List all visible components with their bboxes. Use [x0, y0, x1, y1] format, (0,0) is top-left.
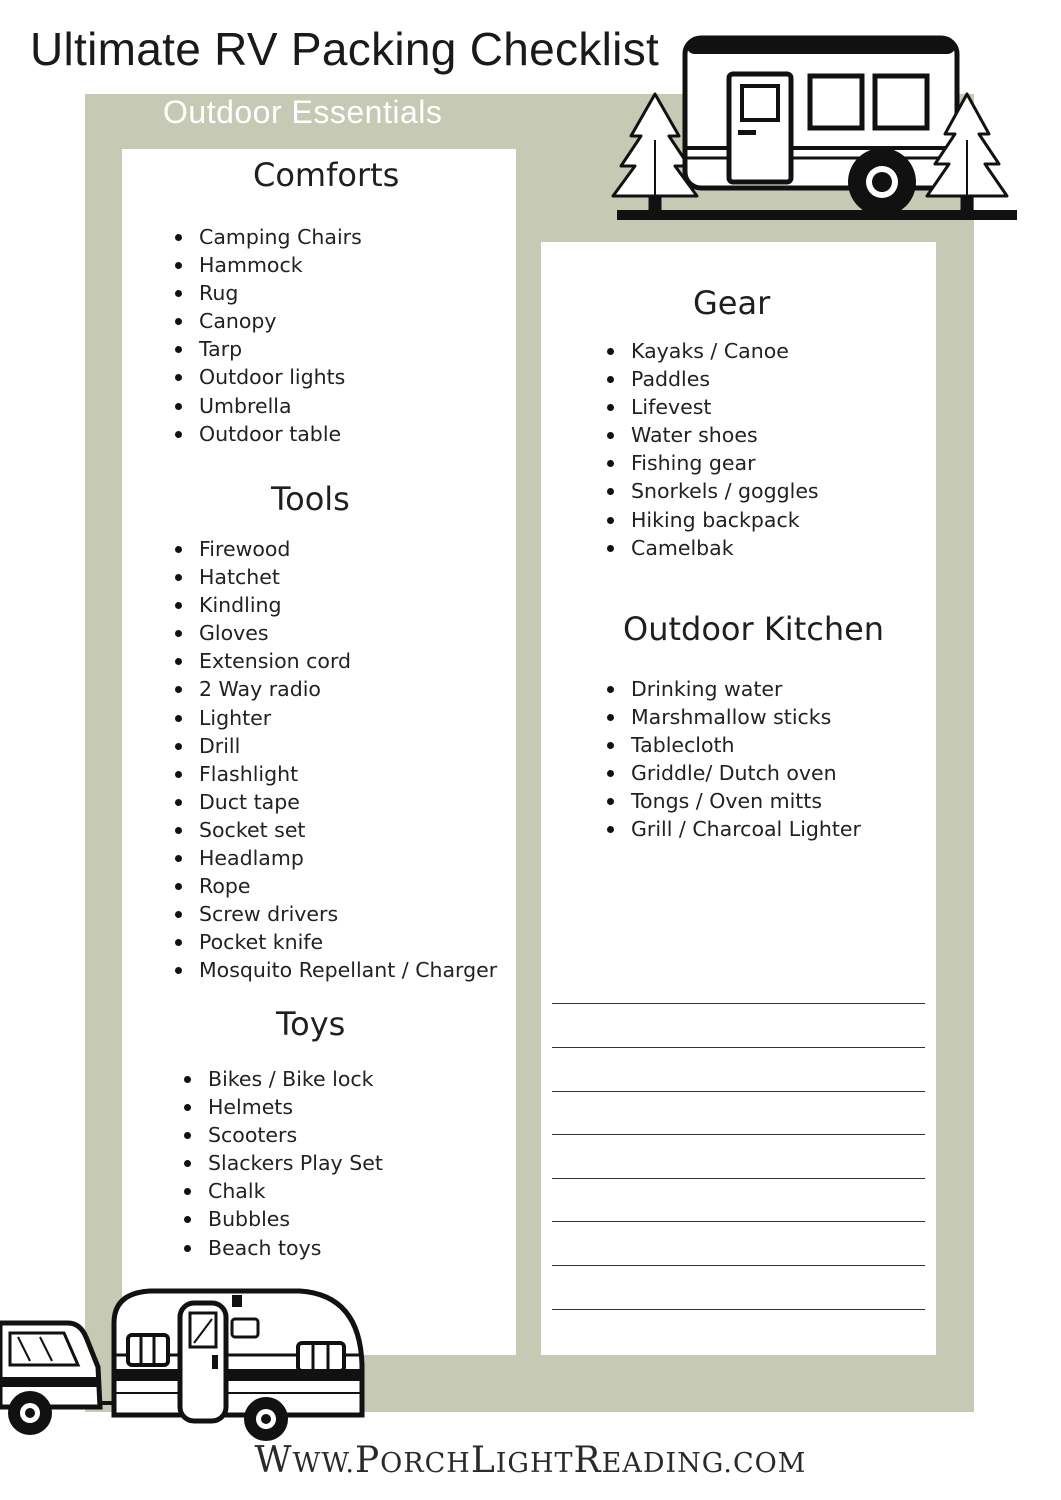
checklist-item: Duct tape — [175, 788, 497, 816]
checklist-item: Tarp — [175, 335, 362, 363]
checklist-item: Gloves — [175, 619, 497, 647]
checklist-item: Headlamp — [175, 844, 497, 872]
note-line — [552, 1221, 925, 1222]
kitchen-list — [607, 675, 861, 844]
checklist-item: Outdoor lights — [175, 363, 362, 391]
footer-r-rest: EADING — [601, 1448, 724, 1479]
checklist-item: Rug — [175, 279, 362, 307]
tools-title: Tools — [271, 480, 350, 518]
checklist-item: Pocket knife — [175, 928, 497, 956]
checklist-item: Paddles — [607, 365, 819, 393]
checklist-item: Firewood — [175, 535, 497, 563]
checklist-item: Bikes / Bike lock — [184, 1065, 383, 1093]
note-line — [552, 1047, 925, 1048]
checklist-item: 2 Way radio — [175, 675, 497, 703]
checklist-item: Camelbak — [607, 534, 819, 562]
checklist-item: Mosquito Repellant / Charger — [175, 956, 497, 984]
kitchen-title: Outdoor Kitchen — [623, 610, 885, 648]
footer-l-initial: L — [470, 1440, 496, 1481]
rv-trailer-with-trees-illustration — [605, 30, 1025, 230]
car-icon — [0, 1323, 120, 1435]
car-towing-camper-illustration — [0, 1285, 365, 1450]
panel-heading: Outdoor Essentials — [163, 94, 443, 130]
checklist-item: Canopy — [175, 307, 362, 335]
footer-w-initial: W — [254, 1440, 293, 1481]
toys-list — [184, 1065, 383, 1262]
checklist-item: Outdoor table — [175, 420, 362, 448]
vintage-camper-icon — [114, 1291, 362, 1441]
footer-dotcom: .COM — [723, 1448, 807, 1479]
note-line — [552, 1091, 925, 1092]
footer-p-initial: P — [354, 1440, 381, 1481]
checklist-item: Grill / Charcoal Lighter — [607, 815, 861, 843]
footer-p-rest: ORCH — [380, 1448, 471, 1479]
checklist-item: Marshmallow sticks — [607, 703, 861, 731]
toys-title: Toys — [276, 1005, 346, 1043]
checklist-item: Flashlight — [175, 760, 497, 788]
checklist-item: Umbrella — [175, 392, 362, 420]
checklist-item: Lighter — [175, 704, 497, 732]
checklist-item: Hammock — [175, 251, 362, 279]
checklist-item: Snorkels / goggles — [607, 477, 819, 505]
checklist-item: Tongs / Oven mitts — [607, 787, 861, 815]
footer-r-initial: R — [573, 1440, 602, 1481]
checklist-item: Kindling — [175, 591, 497, 619]
checklist-item: Hatchet — [175, 563, 497, 591]
checklist-item: Slackers Play Set — [184, 1149, 383, 1177]
checklist-item: Water shoes — [607, 421, 819, 449]
checklist-item: Helmets — [184, 1093, 383, 1121]
gear-title: Gear — [693, 284, 771, 322]
checklist-item: Camping Chairs — [175, 223, 362, 251]
checklist-item: Extension cord — [175, 647, 497, 675]
note-line — [552, 1003, 925, 1004]
checklist-item: Drinking water — [607, 675, 861, 703]
checklist-item: Chalk — [184, 1177, 383, 1205]
checklist-item: Drill — [175, 732, 497, 760]
checklist-item: Fishing gear — [607, 449, 819, 477]
page-title: Ultimate RV Packing Checklist — [30, 23, 660, 75]
note-line — [552, 1309, 925, 1310]
footer-w-rest: WW. — [292, 1448, 355, 1479]
note-line — [552, 1265, 925, 1266]
checklist-item: Scooters — [184, 1121, 383, 1149]
checklist-item: Socket set — [175, 816, 497, 844]
checklist-item: Lifevest — [607, 393, 819, 421]
comforts-list — [175, 223, 362, 448]
checklist-item: Griddle/ Dutch oven — [607, 759, 861, 787]
tools-list — [175, 535, 497, 985]
checklist-item: Beach toys — [184, 1234, 383, 1262]
comforts-title: Comforts — [253, 156, 400, 194]
note-line — [552, 1178, 925, 1179]
gear-list — [607, 337, 819, 562]
checklist-item: Tablecloth — [607, 731, 861, 759]
checklist-item: Hiking backpack — [607, 506, 819, 534]
checklist-item: Screw drivers — [175, 900, 497, 928]
checklist-item: Rope — [175, 872, 497, 900]
checklist-item: Bubbles — [184, 1205, 383, 1233]
note-line — [552, 1134, 925, 1135]
footer-l-rest: IGHT — [495, 1448, 574, 1479]
checklist-item: Kayaks / Canoe — [607, 337, 819, 365]
website-footer[interactable] — [0, 1440, 1061, 1481]
